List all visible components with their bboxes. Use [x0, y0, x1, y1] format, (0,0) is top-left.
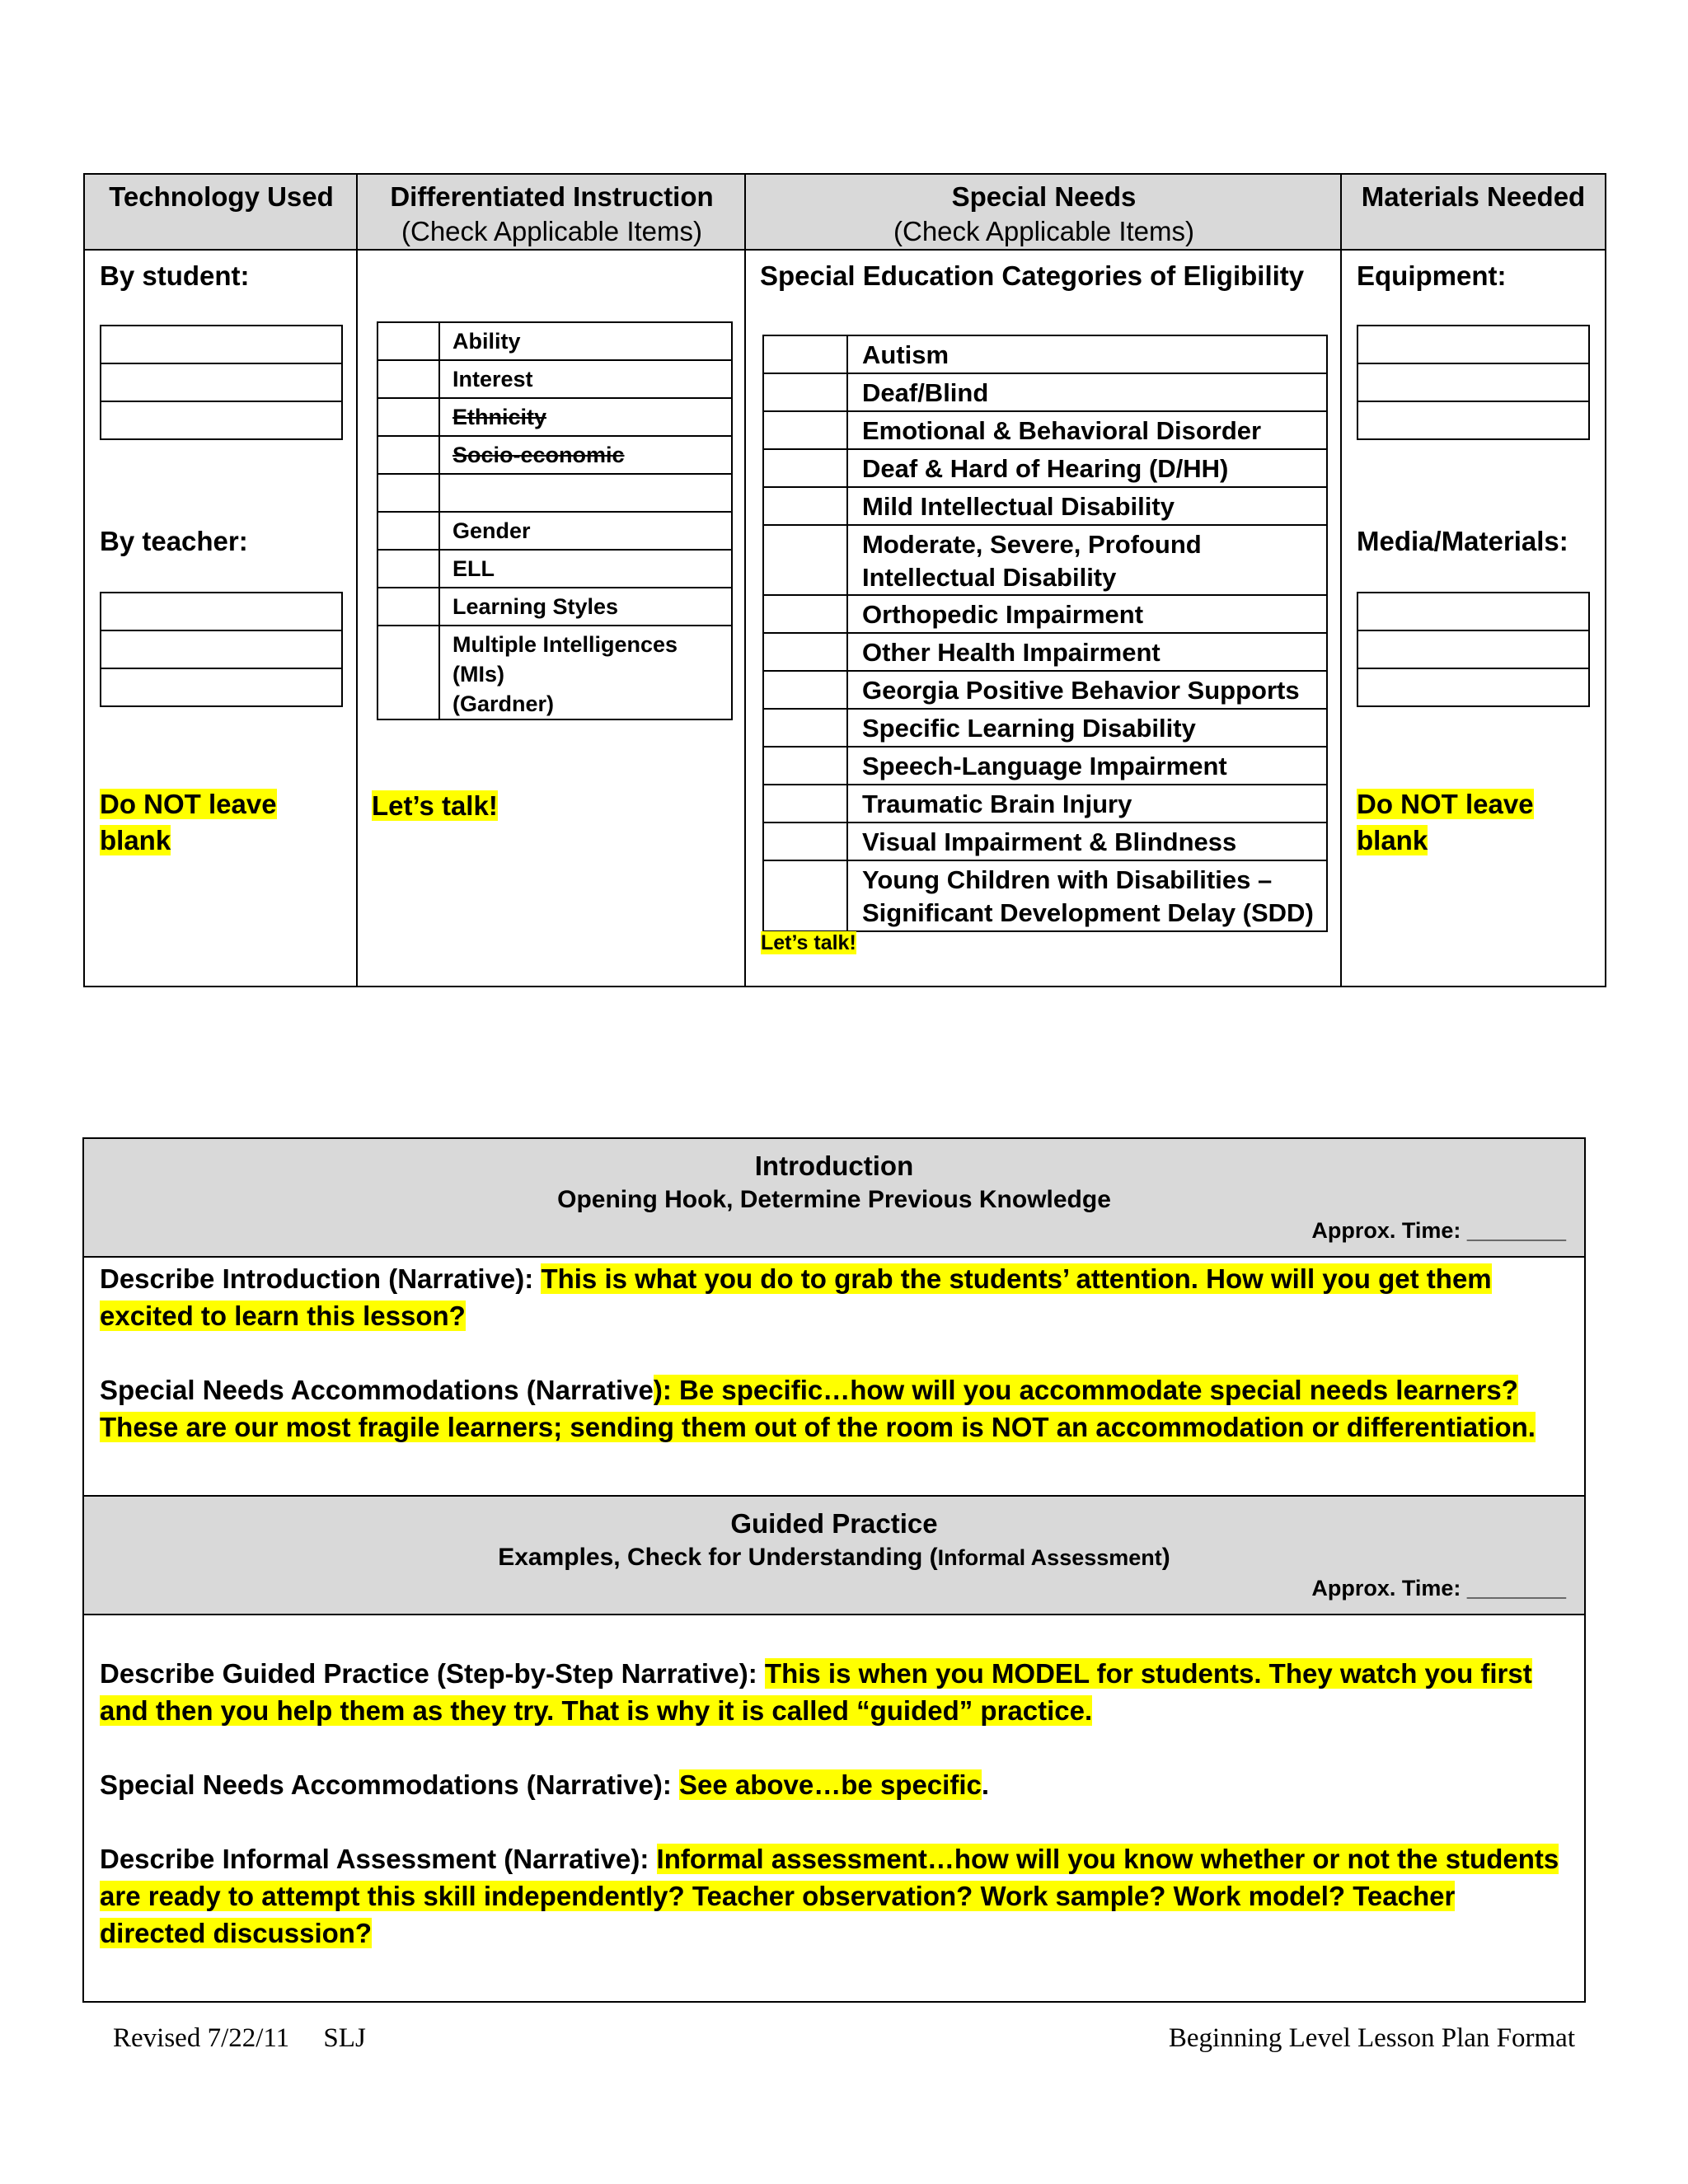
header-materials-title: Materials Needed: [1361, 181, 1586, 212]
materials-column: [1342, 251, 1605, 986]
special-needs-checklist: [762, 335, 1328, 932]
checklist-row: [764, 596, 1326, 634]
by-student-fields: [100, 325, 343, 440]
checkbox[interactable]: [764, 450, 848, 486]
header-special-needs: [746, 175, 1342, 251]
differentiated-column: [358, 251, 744, 986]
checklist-label: Traumatic Brain Injury: [862, 790, 1132, 818]
checklist-row: [764, 634, 1326, 672]
checklist-row: [378, 437, 731, 475]
header-differentiated-sub: (Check Applicable Items): [401, 216, 702, 246]
special-needs-note: [761, 931, 856, 955]
tech-note: [100, 786, 277, 859]
checklist-row: [378, 513, 731, 551]
checklist-label: ELL: [452, 556, 495, 581]
checkbox[interactable]: [764, 336, 848, 373]
media-materials-field[interactable]: [1358, 631, 1588, 669]
checklist-label: Socio-economic: [452, 443, 625, 467]
checklist-label: Emotional & Behavioral Disorder: [862, 416, 1262, 445]
checklist-row: [378, 361, 731, 399]
checkbox[interactable]: [764, 634, 848, 670]
introduction-accom-label: Special Needs Accommodations (Narrative: [100, 1375, 654, 1405]
checklist-row: [764, 374, 1326, 412]
media-materials-fields: [1357, 592, 1590, 707]
introduction-title: Introduction: [754, 1151, 914, 1181]
checklist-label: Learning Styles: [452, 594, 619, 619]
checkbox[interactable]: [764, 823, 848, 860]
checklist-label: [848, 526, 1326, 594]
checklist-label: Other Health Impairment: [862, 638, 1160, 667]
checkbox[interactable]: [378, 361, 440, 397]
guided-practice-title: Guided Practice: [730, 1508, 938, 1539]
by-student-label: By student:: [100, 260, 250, 291]
footer-format-title: Beginning Level Lesson Plan Format: [1168, 2023, 1575, 2053]
by-student-field[interactable]: [101, 402, 341, 440]
guided-practice-approx-time: Approx. Time: ________: [1311, 1576, 1566, 1601]
checkbox[interactable]: [378, 551, 440, 587]
introduction-accom-text: ): Be specific…how will you accommodate special needs learners? These are our most fragile learners; sending them out of the room is NOT an accommodation or differentiation.: [100, 1375, 1536, 1442]
guided-describe-label: Describe Guided Practice (Step-by-Step Narrative):: [100, 1658, 765, 1689]
checklist-label: Visual Impairment & Blindness: [862, 827, 1237, 856]
by-teacher-label: By teacher:: [100, 526, 248, 556]
header-special-needs-sub: (Check Applicable Items): [893, 216, 1194, 246]
introduction-describe-label: Describe Introduction (Narrative):: [100, 1263, 542, 1294]
checklist-label: Speech-Language Impairment: [862, 752, 1227, 780]
moderate-line2: Intellectual Disability: [862, 563, 1117, 592]
introduction-accommodations: [100, 1371, 1559, 1446]
materials-note-line2: blank: [1357, 825, 1428, 855]
special-ed-subheading: Special Education Categories of Eligibility: [760, 260, 1305, 291]
mi-line1: Multiple Intelligences: [452, 632, 678, 657]
media-materials-field[interactable]: [1358, 669, 1588, 707]
header-materials: [1342, 175, 1605, 251]
checkbox[interactable]: [378, 475, 440, 511]
differentiated-note: [372, 790, 498, 822]
introduction-approx-time: Approx. Time: ________: [1311, 1218, 1566, 1243]
technology-column: [85, 251, 356, 986]
checkbox[interactable]: [764, 748, 848, 784]
checkbox[interactable]: [378, 399, 440, 435]
materials-note-line1: Do NOT leave: [1357, 789, 1534, 819]
equipment-field[interactable]: [1358, 326, 1588, 364]
introduction-header: [84, 1139, 1584, 1258]
by-teacher-field[interactable]: [101, 631, 341, 669]
equipment-field[interactable]: [1358, 402, 1588, 440]
checkbox[interactable]: [764, 488, 848, 524]
materials-note: [1357, 786, 1534, 859]
checklist-label: Gender: [452, 518, 531, 543]
checkbox[interactable]: [378, 323, 440, 359]
tech-note-line2: blank: [100, 825, 171, 855]
checklist-label: Autism: [862, 340, 950, 369]
header-differentiated: [358, 175, 746, 251]
checkbox[interactable]: [764, 596, 848, 632]
guided-describe-text: This is when you MODEL for students. They watch you first and then you help them as they try. That is why it is called “guided” practice.: [100, 1658, 1532, 1726]
checkbox[interactable]: [378, 626, 440, 719]
guided-accommodations: [100, 1766, 1559, 1803]
checklist-label: [440, 626, 731, 719]
footer-revised: Revised 7/22/11 SLJ: [113, 2023, 366, 2053]
guided-accom-text: See above…be specific: [679, 1769, 982, 1800]
by-teacher-field[interactable]: [101, 593, 341, 631]
checkbox[interactable]: [764, 861, 848, 930]
checklist-row: [764, 823, 1326, 861]
by-teacher-field[interactable]: [101, 669, 341, 707]
checkbox[interactable]: [764, 785, 848, 822]
guided-subtitle-main: Examples, Check for Understanding (: [498, 1544, 938, 1571]
checkbox[interactable]: [764, 526, 848, 594]
checklist-label: Interest: [452, 367, 533, 391]
header-technology-title: Technology Used: [109, 181, 334, 212]
checklist-label: Mild Intellectual Disability: [862, 492, 1175, 521]
introduction-describe: [100, 1260, 1559, 1334]
guided-informal-label: Describe Informal Assessment (Narrative):: [100, 1844, 657, 1874]
guided-informal-assessment: [100, 1840, 1559, 1952]
checkbox[interactable]: [764, 672, 848, 708]
checklist-row: [378, 551, 731, 588]
checklist-row: [378, 475, 731, 513]
differentiated-checklist: [377, 321, 733, 720]
guided-accom-label: Special Needs Accommodations (Narrative):: [100, 1769, 679, 1800]
mi-line3: (Gardner): [452, 691, 555, 716]
checklist-label: Deaf/Blind: [862, 378, 989, 407]
differentiated-note-text: Let’s talk!: [372, 790, 498, 821]
mi-line2: (MIs): [452, 662, 504, 687]
checklist-label: Ability: [452, 329, 521, 354]
checklist-label: Georgia Positive Behavior Supports: [862, 676, 1300, 705]
young-line1: Young Children with Disabilities –: [862, 865, 1273, 894]
checklist-label: [848, 861, 1326, 930]
checklist-label: [440, 475, 731, 511]
guided-practice-subtitle: [84, 1541, 1584, 1574]
header-special-needs-title: Special Needs: [951, 181, 1137, 212]
header-differentiated-title: Differentiated Instruction: [390, 181, 714, 212]
checkbox[interactable]: [764, 374, 848, 410]
checkbox[interactable]: [764, 412, 848, 448]
checklist-row: [378, 626, 731, 719]
planning-table: [83, 173, 1606, 987]
checkbox[interactable]: [378, 588, 440, 625]
checkbox[interactable]: [764, 710, 848, 746]
young-line2: Significant Development Delay (SDD): [862, 898, 1314, 927]
checklist-row: [764, 336, 1326, 374]
lesson-sections-table: [82, 1137, 1586, 2003]
tech-note-line1: Do NOT leave: [100, 789, 277, 819]
media-materials-field[interactable]: [1358, 593, 1588, 631]
guided-informal-text: Informal assessment…how will you know whether or not the students are ready to attempt this skill independently? Teacher observation? Work sample? Work model? Teacher directed discussion?: [100, 1844, 1559, 1948]
checklist-row: [764, 488, 1326, 526]
checklist-row: [764, 710, 1326, 748]
checklist-row: [378, 323, 731, 361]
special-needs-note-text: Let’s talk!: [761, 931, 856, 954]
by-teacher-fields: [100, 592, 343, 707]
checklist-row: [378, 399, 731, 437]
checklist-row: [764, 785, 1326, 823]
checklist-label: Ethnicity: [452, 405, 547, 429]
header-technology: [85, 175, 358, 251]
guided-subtitle-end: ): [1161, 1544, 1170, 1571]
checklist-label: Deaf & Hard of Hearing (D/HH): [862, 454, 1229, 483]
checklist-row: [764, 412, 1326, 450]
equipment-label: Equipment:: [1357, 260, 1507, 291]
guided-practice-header: [84, 1497, 1584, 1615]
checklist-row: [764, 748, 1326, 785]
equipment-field[interactable]: [1358, 364, 1588, 402]
checkbox[interactable]: [378, 513, 440, 549]
guided-subtitle-small: Informal Assessment: [937, 1545, 1162, 1570]
checklist-row: [764, 526, 1326, 596]
by-student-field[interactable]: [101, 364, 341, 402]
guided-describe: [100, 1655, 1559, 1729]
checklist-row: [764, 450, 1326, 488]
checklist-label: Specific Learning Disability: [862, 714, 1196, 743]
moderate-line1: Moderate, Severe, Profound: [862, 530, 1202, 559]
introduction-subtitle: Opening Hook, Determine Previous Knowledge: [557, 1186, 1111, 1213]
equipment-fields: [1357, 325, 1590, 440]
checklist-row: [764, 861, 1326, 930]
introduction-describe-text: This is what you do to grab the students’ attention. How will you get them excited to learn this lesson?: [100, 1263, 1492, 1331]
guided-accom-end: .: [981, 1769, 990, 1800]
checklist-label: Orthopedic Impairment: [862, 600, 1144, 629]
checkbox[interactable]: [378, 437, 440, 473]
by-student-field[interactable]: [101, 326, 341, 364]
special-needs-column: [746, 251, 1340, 986]
media-materials-label: Media/Materials:: [1357, 526, 1568, 556]
checklist-row: [764, 672, 1326, 710]
checklist-row: [378, 588, 731, 626]
